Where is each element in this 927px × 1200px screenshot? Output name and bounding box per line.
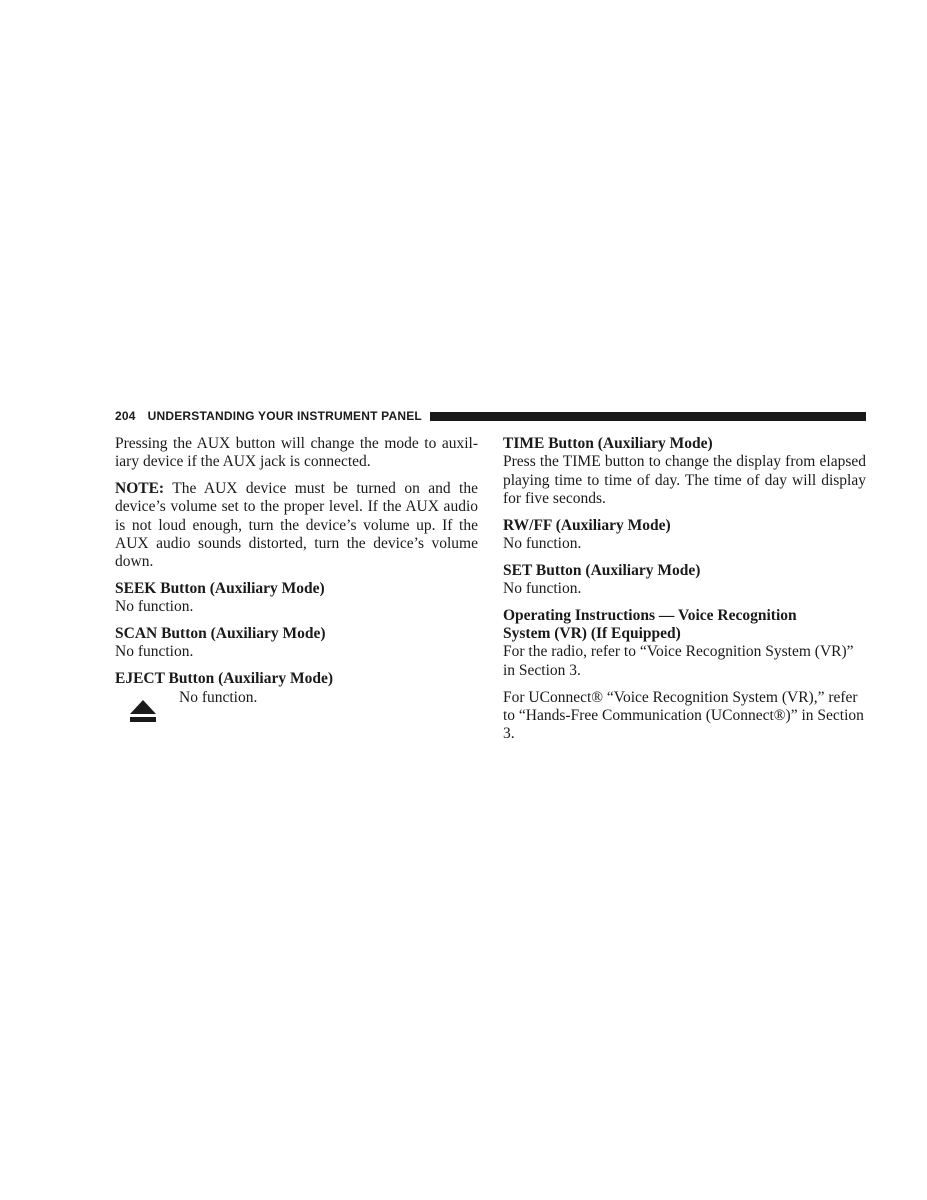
left-column bbox=[115, 435, 478, 733]
page-header bbox=[115, 408, 866, 424]
eject-icon bbox=[129, 699, 157, 723]
section-title: UNDERSTANDING YOUR INSTRUMENT PANEL bbox=[147, 409, 422, 423]
seek-heading: SEEK Button (Auxiliary Mode) bbox=[115, 580, 325, 598]
set-text: No function. bbox=[503, 580, 582, 598]
right-column bbox=[503, 435, 866, 752]
seek-section bbox=[115, 580, 478, 617]
note-text: The AUX device must be turned on and the device’s volume set to the proper level. If the AUX audio is not loud enough, turn the device’s volume up. If the AUX audio sounds distorted, turn the device’s volume down. bbox=[115, 480, 478, 571]
vr-text: For the radio, refer to “Voice Recognition System (VR)” in Section 3. bbox=[503, 643, 854, 679]
scan-section bbox=[115, 625, 478, 662]
vr-heading-line-1: Operating Instructions — Voice Recognition bbox=[503, 606, 797, 624]
aux-intro-paragraph: Pressing the AUX button will change the mode to auxil-iary device if the AUX jack is connected. bbox=[115, 435, 478, 471]
scan-text: No function. bbox=[115, 643, 194, 661]
rwff-heading: RW/FF (Auxiliary Mode) bbox=[503, 516, 671, 534]
time-text: Press the TIME button to change the display from elapsed playing time to time of day. The time of day will display for five seconds. bbox=[503, 453, 866, 507]
set-section bbox=[503, 562, 866, 599]
scan-heading: SCAN Button (Auxiliary Mode) bbox=[115, 625, 326, 643]
time-heading: TIME Button (Auxiliary Mode) bbox=[503, 435, 713, 452]
eject-text: No function. bbox=[179, 688, 258, 706]
note-label: NOTE: bbox=[115, 480, 165, 498]
header-rule bbox=[430, 412, 866, 421]
eject-heading: EJECT Button (Auxiliary Mode) bbox=[115, 670, 334, 688]
rwff-section bbox=[503, 517, 866, 554]
eject-row bbox=[115, 689, 478, 725]
page-number: 204 bbox=[115, 409, 136, 423]
vr-section bbox=[503, 607, 866, 680]
vr-heading-line-2: System (VR) (If Equipped) bbox=[503, 625, 681, 643]
time-section bbox=[503, 435, 866, 508]
eject-section bbox=[115, 670, 478, 724]
note-paragraph bbox=[115, 480, 478, 571]
rwff-text: No function. bbox=[503, 534, 582, 552]
seek-text: No function. bbox=[115, 598, 194, 616]
set-heading: SET Button (Auxiliary Mode) bbox=[503, 561, 701, 579]
uconnect-paragraph: For UConnect® “Voice Recognition System (VR),” refer to “Hands-Free Communication (UConnect®)” in Section 3. bbox=[503, 688, 864, 743]
